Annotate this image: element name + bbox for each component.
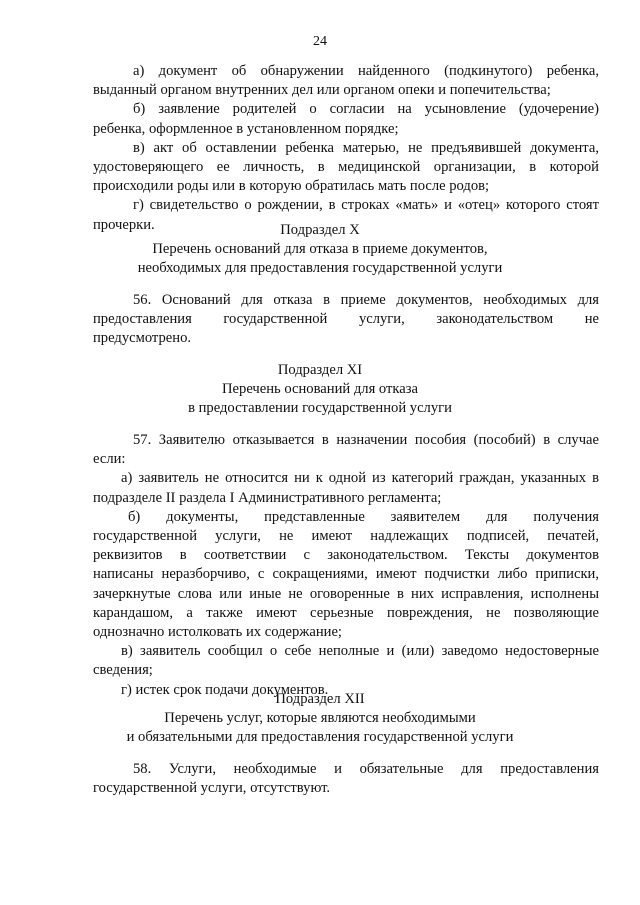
section-xi-label: Подраздел XI xyxy=(277,362,363,378)
item-58-line-2: государственной услуги, отсутствуют. xyxy=(93,780,331,797)
item-b-line-1: б) заявление родителей о согласии на усыновление (удочерение) xyxy=(133,101,599,118)
item-56-line-2: предоставления государственной услуги, законодательством не xyxy=(93,311,599,328)
item-b-line-2: ребенка, оформленное в установленном порядке; xyxy=(93,120,399,137)
item-57-c-line-1: в) заявитель сообщил о себе неполные и (или) заведомо недостоверные xyxy=(121,643,599,660)
item-57 xyxy=(93,431,599,700)
section-xi-title-line-1: Перечень оснований для отказа xyxy=(222,381,418,397)
section-x-title-line-1: Перечень оснований для отказа в приеме документов, xyxy=(152,241,488,257)
item-c-line-1: в) акт об оставлении ребенка матерью, не предъявившей документа, xyxy=(133,139,599,156)
item-d-line-1: г) свидетельство о рождении, в строках «мать» и «отец» которого стоят xyxy=(133,197,599,214)
item-57-intro-line-1: 57. Заявителю отказывается в назначении пособия (пособий) в случае xyxy=(133,432,599,448)
item-a-line-2: выданный органом внутренних дел или органом опеки и попечительства; xyxy=(93,82,551,99)
page-number: 24 xyxy=(313,34,327,49)
section-x-title-line-2: необходимых для предоставления государственной услуги xyxy=(137,260,503,276)
item-c-line-3: происходили роды или в которую обратилась мать после родов; xyxy=(93,178,490,195)
item-57-b-line-6: карандашом, а также имеют серьезные повреждения, не позволяющие xyxy=(93,604,599,621)
item-57-c-line-2: сведения; xyxy=(93,662,153,679)
item-a-line-1: а) документ об обнаружении найденного (подкинутого) ребенка, xyxy=(133,63,599,79)
section-xii-label: Подраздел XII xyxy=(275,691,365,707)
item-58 xyxy=(93,760,599,798)
section-xii-heading xyxy=(0,690,640,747)
item-57-b-line-1: б) документы, представленные заявителем для получения xyxy=(128,508,599,525)
item-57-b-line-3: реквизитов в соответствии с законодательством. Тексты документов xyxy=(93,547,599,564)
item-57-b-line-4: написаны неразборчиво, с сокращениями, имеют подчистки либо приписки, xyxy=(93,566,599,583)
section-x-heading xyxy=(0,221,640,278)
item-58-line-1: 58. Услуги, необходимые и обязательные для предоставления xyxy=(133,761,599,777)
item-56 xyxy=(93,291,599,349)
item-57-b-line-2: государственной услуги, не имеют надлежащих подписей, печатей, xyxy=(93,528,599,545)
section-xi-title-line-2: в предоставлении государственной услуги xyxy=(188,400,452,416)
item-56-line-1: 56. Оснований для отказа в приеме документов, необходимых для xyxy=(133,292,599,308)
item-57-d-line-1: г) истек срок подачи документов. xyxy=(121,681,329,698)
item-57-a-line-1: а) заявитель не относится ни к одной из категорий граждан, указанных в xyxy=(121,470,599,487)
item-56-line-3: предусмотрено. xyxy=(93,330,192,347)
item-57-a-line-2: подразделе II раздела I Административного регламента; xyxy=(93,489,442,506)
intro-items xyxy=(93,62,599,235)
section-x-label: Подраздел X xyxy=(280,222,360,238)
item-57-b-line-7: однозначно истолковать их содержание; xyxy=(93,624,342,641)
section-xi-heading xyxy=(0,361,640,418)
item-c-line-2: удостоверяющего ее личность, в медицинской организации, в которой xyxy=(93,159,599,176)
item-d-line-2: прочерки. xyxy=(93,216,155,233)
item-57-intro-line-2: если: xyxy=(93,451,126,468)
item-57-b-line-5: зачеркнутые слова или иные не оговоренные в них исправления, исполнены xyxy=(93,585,599,602)
section-xii-title-line-2: и обязательными для предоставления государственной услуги xyxy=(126,729,514,745)
section-xii-title-line-1: Перечень услуг, которые являются необходимыми xyxy=(164,710,476,726)
